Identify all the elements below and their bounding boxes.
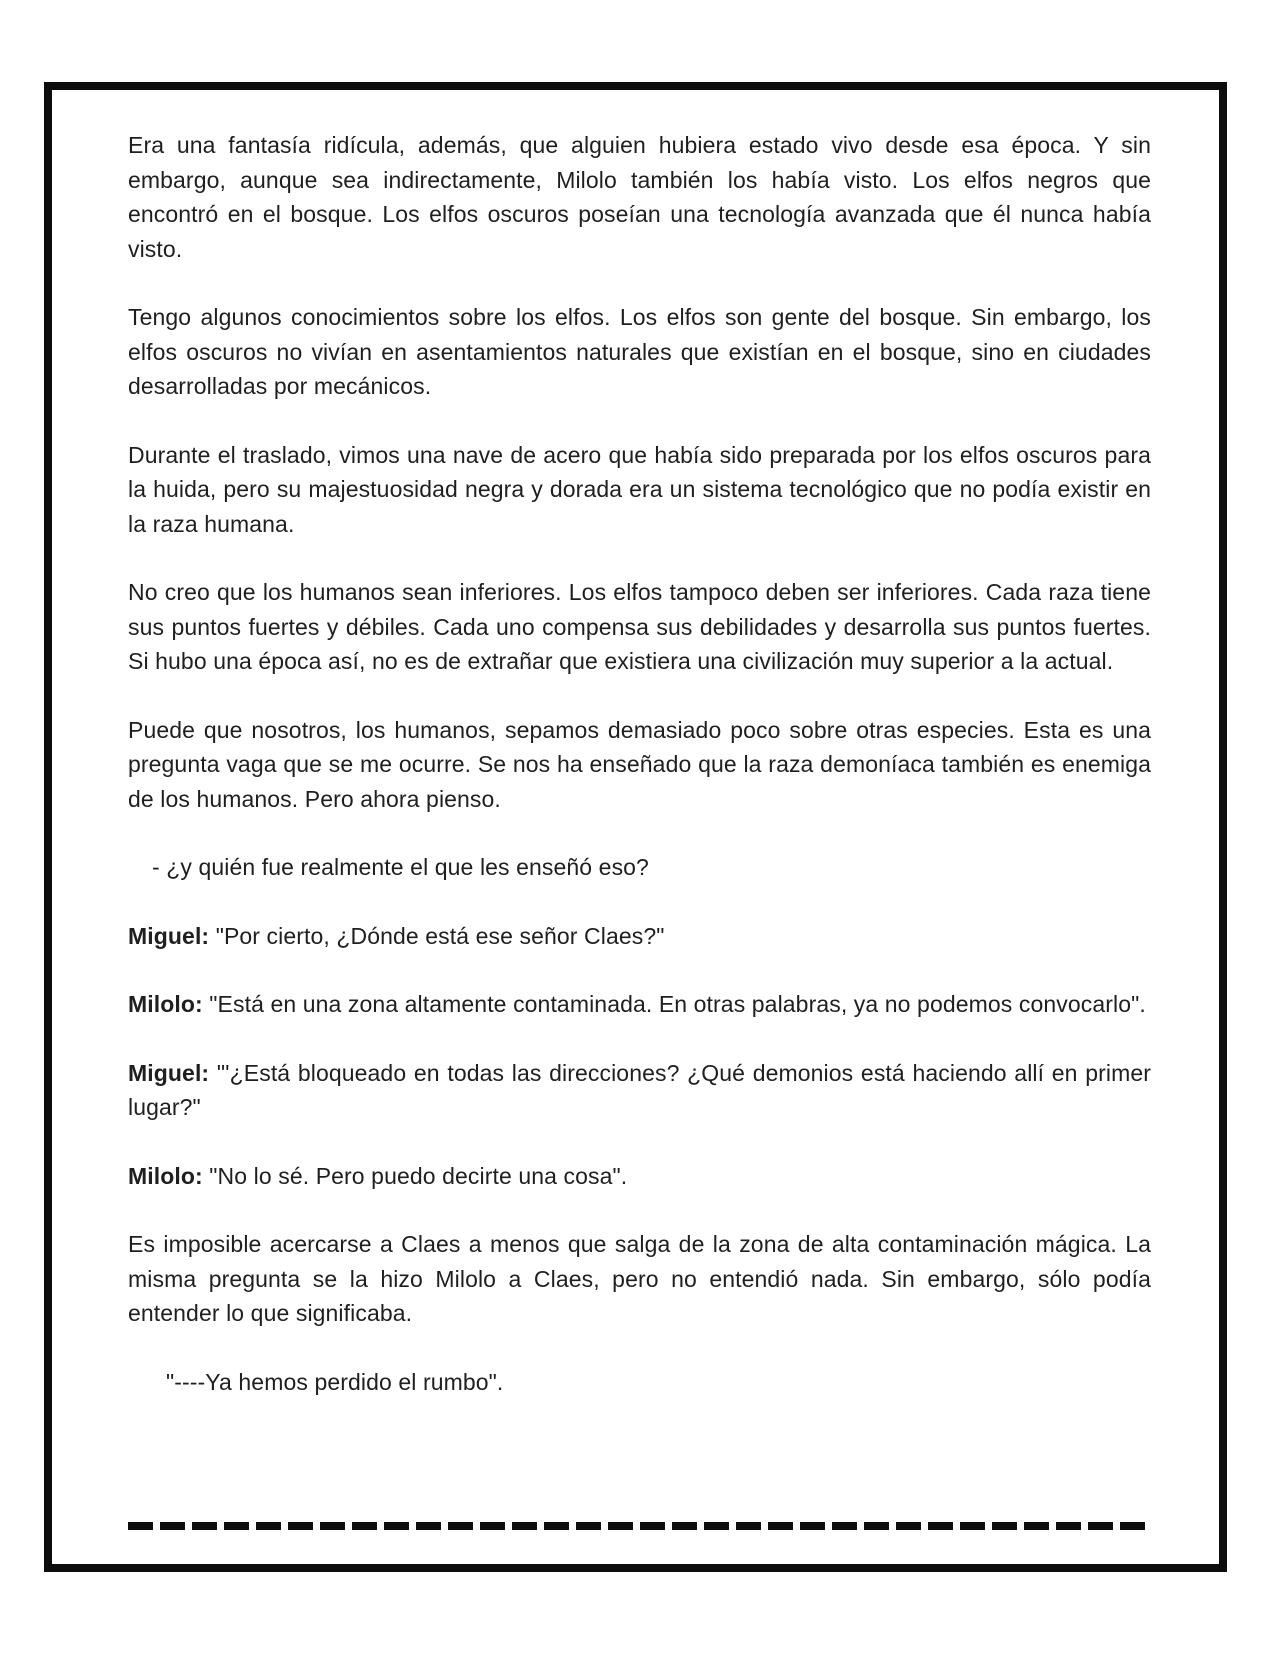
dashed-divider (128, 1522, 1151, 1530)
paragraph-2: Tengo algunos conocimientos sobre los elfos. Los elfos son gente del bosque. Sin embargo, los elfos oscuros no vivían en asentamientos naturales que existían en el bosque, sino en ciudades desarrolladas por mecánicos. (128, 304, 1151, 399)
page-frame (44, 82, 1227, 1572)
closing-quote: "----Ya hemos perdido el rumbo". (166, 1368, 504, 1395)
dialogue-line-3 (128, 1056, 1151, 1125)
paragraph-3: Durante el traslado, vimos una nave de acero que había sido preparada por los elfos oscuros para la huida, pero su majestuosidad negra y dorada era un sistema tecnológico que no podía existir en la raza humana. (128, 441, 1151, 537)
dialogue-text: "No lo sé. Pero puedo decirte una cosa". (202, 1162, 628, 1189)
speaker-name: Milolo: (128, 991, 203, 1017)
document-body (128, 128, 1151, 1433)
dialogue-line-4 (128, 1159, 1151, 1194)
paragraph-5: Puede que nosotros, los humanos, sepamos demasiado poco sobre otras especies. Esta es una pregunta vaga que se me ocurre. Se nos ha enseñado que la raza demoníaca también es enemiga de los humanos. Pero ahora pienso. (128, 716, 1151, 812)
dialogue-text: "'¿Está bloqueado en todas las direcciones? ¿Qué demonios está haciendo allí en primer lugar?" (128, 1059, 1151, 1120)
dialogue-text: "Por cierto, ¿Dónde está ese señor Claes?" (209, 922, 665, 949)
speaker-name: Milolo: (128, 1162, 203, 1189)
paragraph-4: No creo que los humanos sean inferiores. Los elfos tampoco deben ser inferiores. Cada raza tiene sus puntos fuertes y débiles. Cada uno compensa sus debilidades y desarrolla sus puntos fuertes. Si hubo una época así, no es de extrañar que existiera una civilización muy superior a la actual. (128, 579, 1151, 674)
thought-line: - ¿y quién fue realmente el que les enseñó eso? (152, 854, 649, 880)
dialogue-line-2 (128, 987, 1151, 1022)
speaker-name: Miguel: (128, 922, 210, 949)
speaker-name: Miguel: (128, 1059, 210, 1086)
closing-paragraph: Es imposible acercarse a Claes a menos que salga de la zona de alta contaminación mágica. La misma pregunta se la hizo Milolo a Claes, pero no entendió nada. Sin embargo, sólo podía entender lo que significaba. (128, 1231, 1151, 1326)
paragraph-1: Era una fantasía ridícula, además, que alguien hubiera estado vivo desde esa época. Y sin embargo, aunque sea indirectamente, Milolo también los había visto. Los elfos negros que encontró en el bosque. Los elfos oscuros poseían una tecnología avanzada que él nunca había visto. (128, 132, 1151, 262)
dialogue-text: "Está en una zona altamente contaminada. En otras palabras, ya no podemos convocarlo". (202, 991, 1146, 1017)
dialogue-line-1 (128, 919, 1151, 954)
